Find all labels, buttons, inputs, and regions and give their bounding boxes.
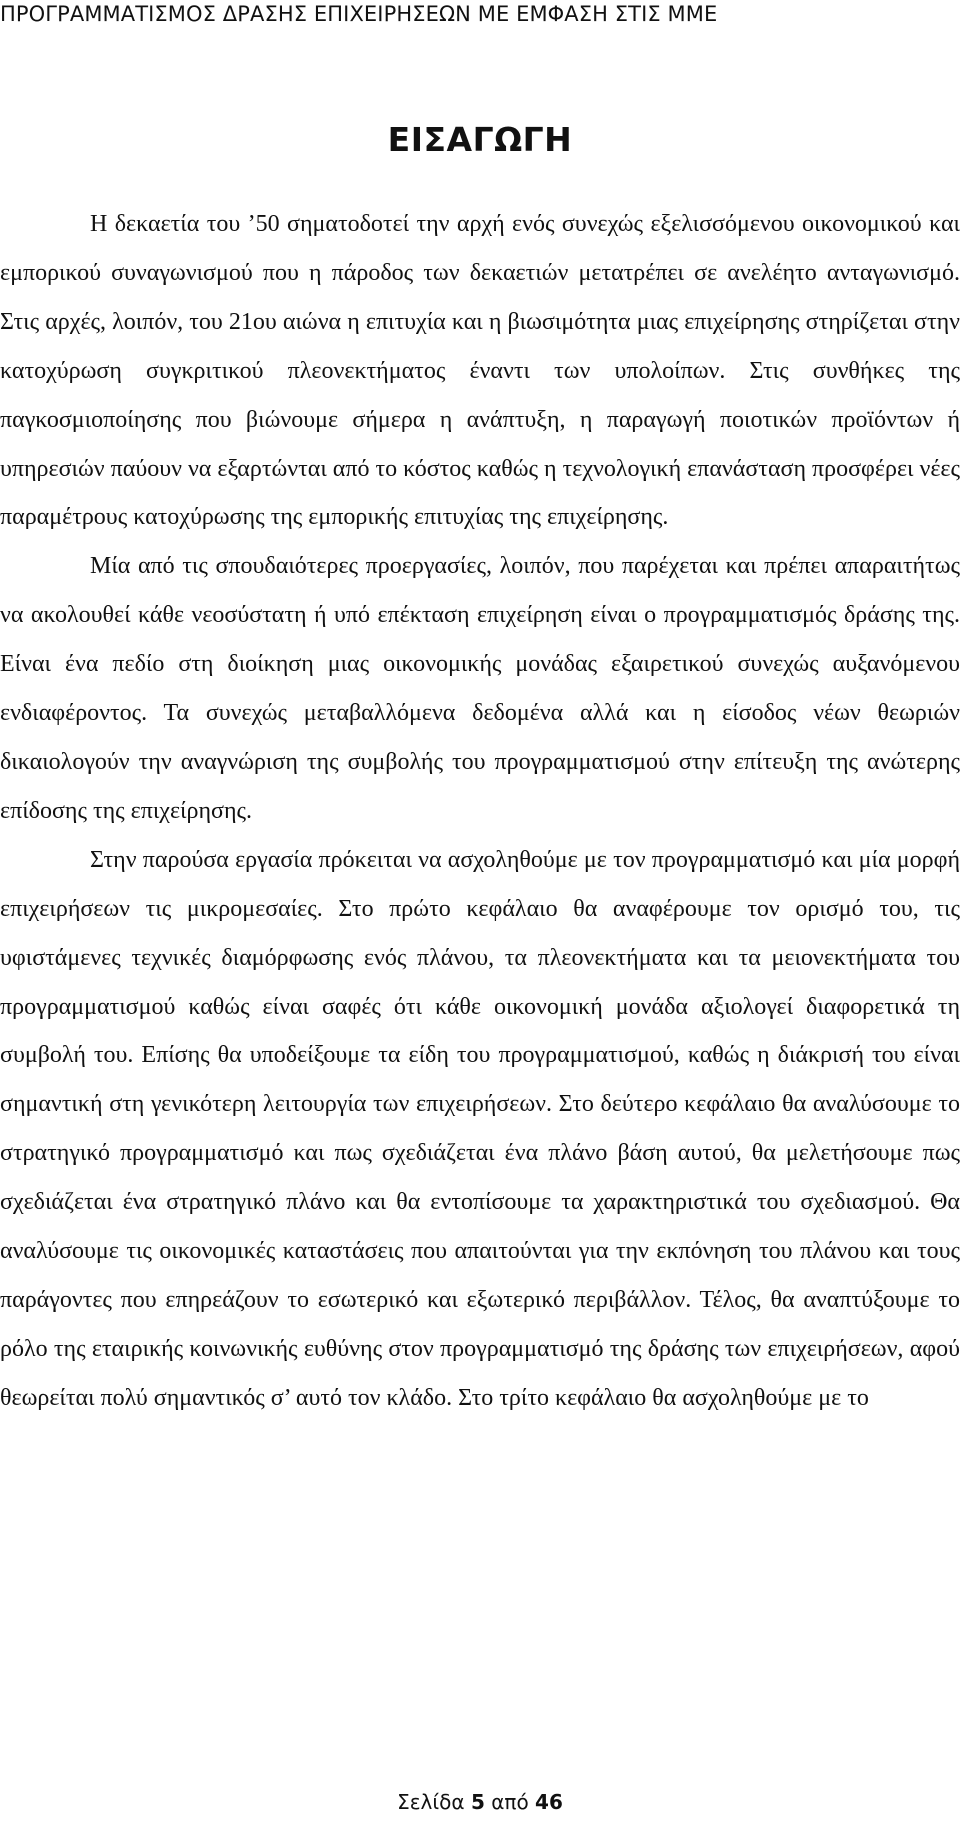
- page-of-label: από: [491, 1790, 529, 1814]
- paragraph-3: Στην παρούσα εργασία πρόκειται να ασχοληθούμε με τον προγραμματισμό και μία μορφή επιχειρήσεων τις μικρομεσαίες. Στο πρώτο κεφάλαιο θα αναφέρουμε τον ορισμό του, τις υφιστάμενες τεχνικές διαμόρφωσης ενός πλάνου, τα πλεονεκτήματα και τα μειονεκτήματα του προγραμματισμού καθώς είναι σαφές ότι κάθε οικονομική μονάδα αξιολογεί διαφορετικά τη συμβολή του. Επίσης θα υποδείξουμε τα είδη του προγραμματισμού, καθώς η διάκρισή του είναι σημαντική στη γενικότερη λειτουργία των επιχειρήσεων. Στο δεύτερο κεφάλαιο θα αναλύσουμε το στρατηγικό προγραμματισμό και πως σχεδιάζεται ένα πλάνο βάση αυτού, θα μελετήσουμε πως σχεδιάζεται ένα στρατηγικό πλάνο και θα εντοπίσουμε τα χαρακτηριστικά του σχεδιασμού. Θα αναλύσουμε τις οικονομικές καταστάσεις που απαιτούνται για την εκπόνηση του πλάνου και τους παράγοντες που επηρεάζουν το εσωτερικό και εξωτερικό περιβάλλον. Τέλος, θα αναπτύξουμε το ρόλο της εταιρικής κοινωνικής ευθύνης στον προγραμματισμό της δράσης των επιχειρήσεων, αφού θεωρείται πολύ σημαντικός σ’ αυτό τον κλάδο. Στο τρίτο κεφάλαιο θα ασχοληθούμε με το: [0, 846, 960, 1411]
- page-label: Σελίδα: [397, 1790, 465, 1814]
- page-footer: [0, 1790, 960, 1814]
- body-text: [0, 200, 960, 1423]
- total-pages: 46: [535, 1790, 563, 1814]
- page-number: 5: [470, 1790, 485, 1814]
- section-title: ΕΙΣΑΓΩΓΗ: [387, 120, 573, 159]
- running-header: ΠΡΟΓΡΑΜΜΑΤΙΣΜΟΣ ΔΡΑΣΗΣ ΕΠΙΧΕΙΡΗΣΕΩΝ ΜΕ ΕΜΦΑΣΗ ΣΤΙΣ ΜΜΕ: [0, 2, 718, 26]
- paragraph-1: Η δεκαετία του ’50 σηματοδοτεί την αρχή ενός συνεχώς εξελισσόμενου οικονομικού και εμπορικού συναγωνισμού που η πάροδος των δεκαετιών μετατρέπει σε ανελέητο ανταγωνισμό. Στις αρχές, λοιπόν, του 21ου αιώνα η επιτυχία και η βιωσιμότητα μιας επιχείρησης στηρίζεται στην κατοχύρωση συγκριτικού πλεονεκτήματος έναντι των υπολοίπων. Στις συνθήκες της παγκοσμιοποίησης που βιώνουμε σήμερα η ανάπτυξη, η παραγωγή ποιοτικών προϊόντων ή υπηρεσιών παύουν να εξαρτώνται από το κόστος καθώς η τεχνολογική επανάσταση προσφέρει νέες παραμέτρους κατοχύρωσης της εμπορικής επιτυχίας της επιχείρησης.: [0, 211, 960, 531]
- paragraph-2: Μία από τις σπουδαιότερες προεργασίες, λοιπόν, που παρέχεται και πρέπει απαραιτήτως να ακολουθεί κάθε νεοσύστατη ή υπό επέκταση επιχείρηση είναι ο προγραμματισμός δράσης της. Είναι ένα πεδίο στη διοίκηση μιας οικονομικής μονάδας εξαιρετικού συνεχώς αυξανόμενου ενδιαφέροντος. Τα συνεχώς μεταβαλλόμενα δεδομένα αλλά και η είσοδος νέων θεωριών δικαιολογούν την αναγνώριση της συμβολής του προγραμματισμού στην επίτευξη της ανώτερης επίδοσης της επιχείρησης.: [0, 553, 960, 824]
